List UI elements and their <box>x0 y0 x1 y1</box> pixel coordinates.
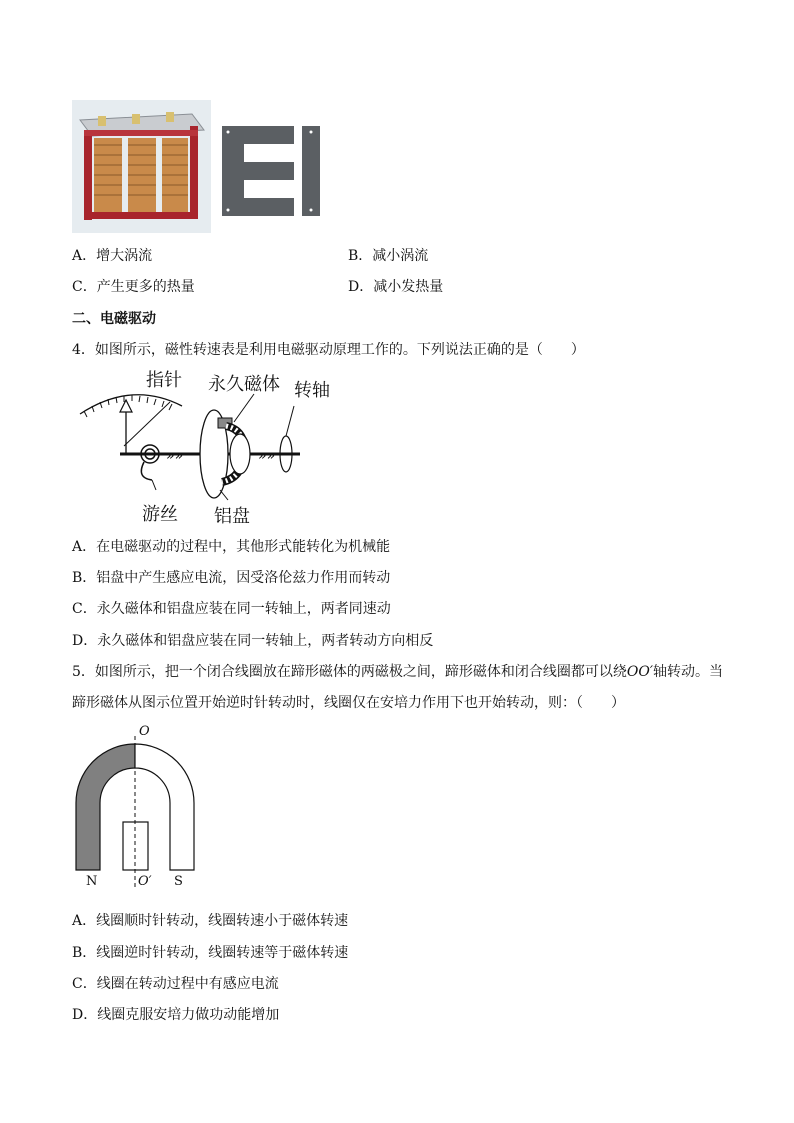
label-south-pole: S <box>174 874 183 889</box>
q3-option-c: C．产生更多的热量 <box>72 279 195 295</box>
ei-lamination-figure <box>220 124 324 218</box>
q5-axis-name: OO′ <box>626 664 654 680</box>
q5-option-d: D．线圈克服安培力做功动能增加 <box>72 1007 280 1023</box>
q5-option-a: A．线圈顺时针转动，线圈转速小于磁体转速 <box>72 913 349 929</box>
section-title: 二、电磁驱动 <box>72 311 156 327</box>
q5-stem-end: 轴转动。当 <box>653 664 724 680</box>
q5-option-b: B．线圈逆时针转动，线圈转速等于磁体转速 <box>72 945 349 961</box>
label-axis-top: O <box>139 724 150 739</box>
label-spring: 游丝 <box>142 504 178 525</box>
q3-option-d: D．减小发热量 <box>348 279 444 295</box>
svg-text:»»: »» <box>258 448 276 464</box>
q4-stem: 4．如图所示，磁性转速表是利用电磁驱动原理工作的。下列说法正确的是（ ） <box>72 342 585 358</box>
transformer-photo <box>72 100 211 233</box>
label-magnet: 永久磁体 <box>208 374 280 395</box>
q4-option-b: B．铝盘中产生感应电流，因受洛伦兹力作用而转动 <box>72 570 391 586</box>
q3-option-b: B．减小涡流 <box>348 248 429 264</box>
label-disk: 铝盘 <box>214 506 250 527</box>
label-shaft: 转轴 <box>294 380 330 401</box>
horseshoe-magnet-figure <box>72 722 202 894</box>
q3-option-a: A．增大涡流 <box>72 248 153 264</box>
label-pointer: 指针 <box>146 370 182 391</box>
q4-option-d: D．永久磁体和铝盘应装在同一转轴上，两者转动方向相反 <box>72 633 434 649</box>
transformer-drawing <box>72 100 211 233</box>
q5-stem-line2: 蹄形磁体从图示位置开始逆时针转动时，线圈仅在安培力作用下也开始转动，则：（ ） <box>72 695 625 711</box>
q5-option-c: C．线圈在转动过程中有感应电流 <box>72 976 279 992</box>
label-axis-bottom: O′ <box>138 874 152 889</box>
q4-option-a: A．在电磁驱动的过程中，其他形式能转化为机械能 <box>72 539 391 555</box>
label-north-pole: N <box>86 874 98 889</box>
q4-option-c: C．永久磁体和铝盘应装在同一转轴上，两者同速动 <box>72 601 391 617</box>
svg-text:»»: »» <box>166 448 184 464</box>
q5-stem-line1 <box>72 662 723 682</box>
q5-stem-text: 5．如图所示，把一个闭合线圈放在蹄形磁体的两磁极之间，蹄形磁体和闭合线圈都可以绕 <box>72 664 627 680</box>
